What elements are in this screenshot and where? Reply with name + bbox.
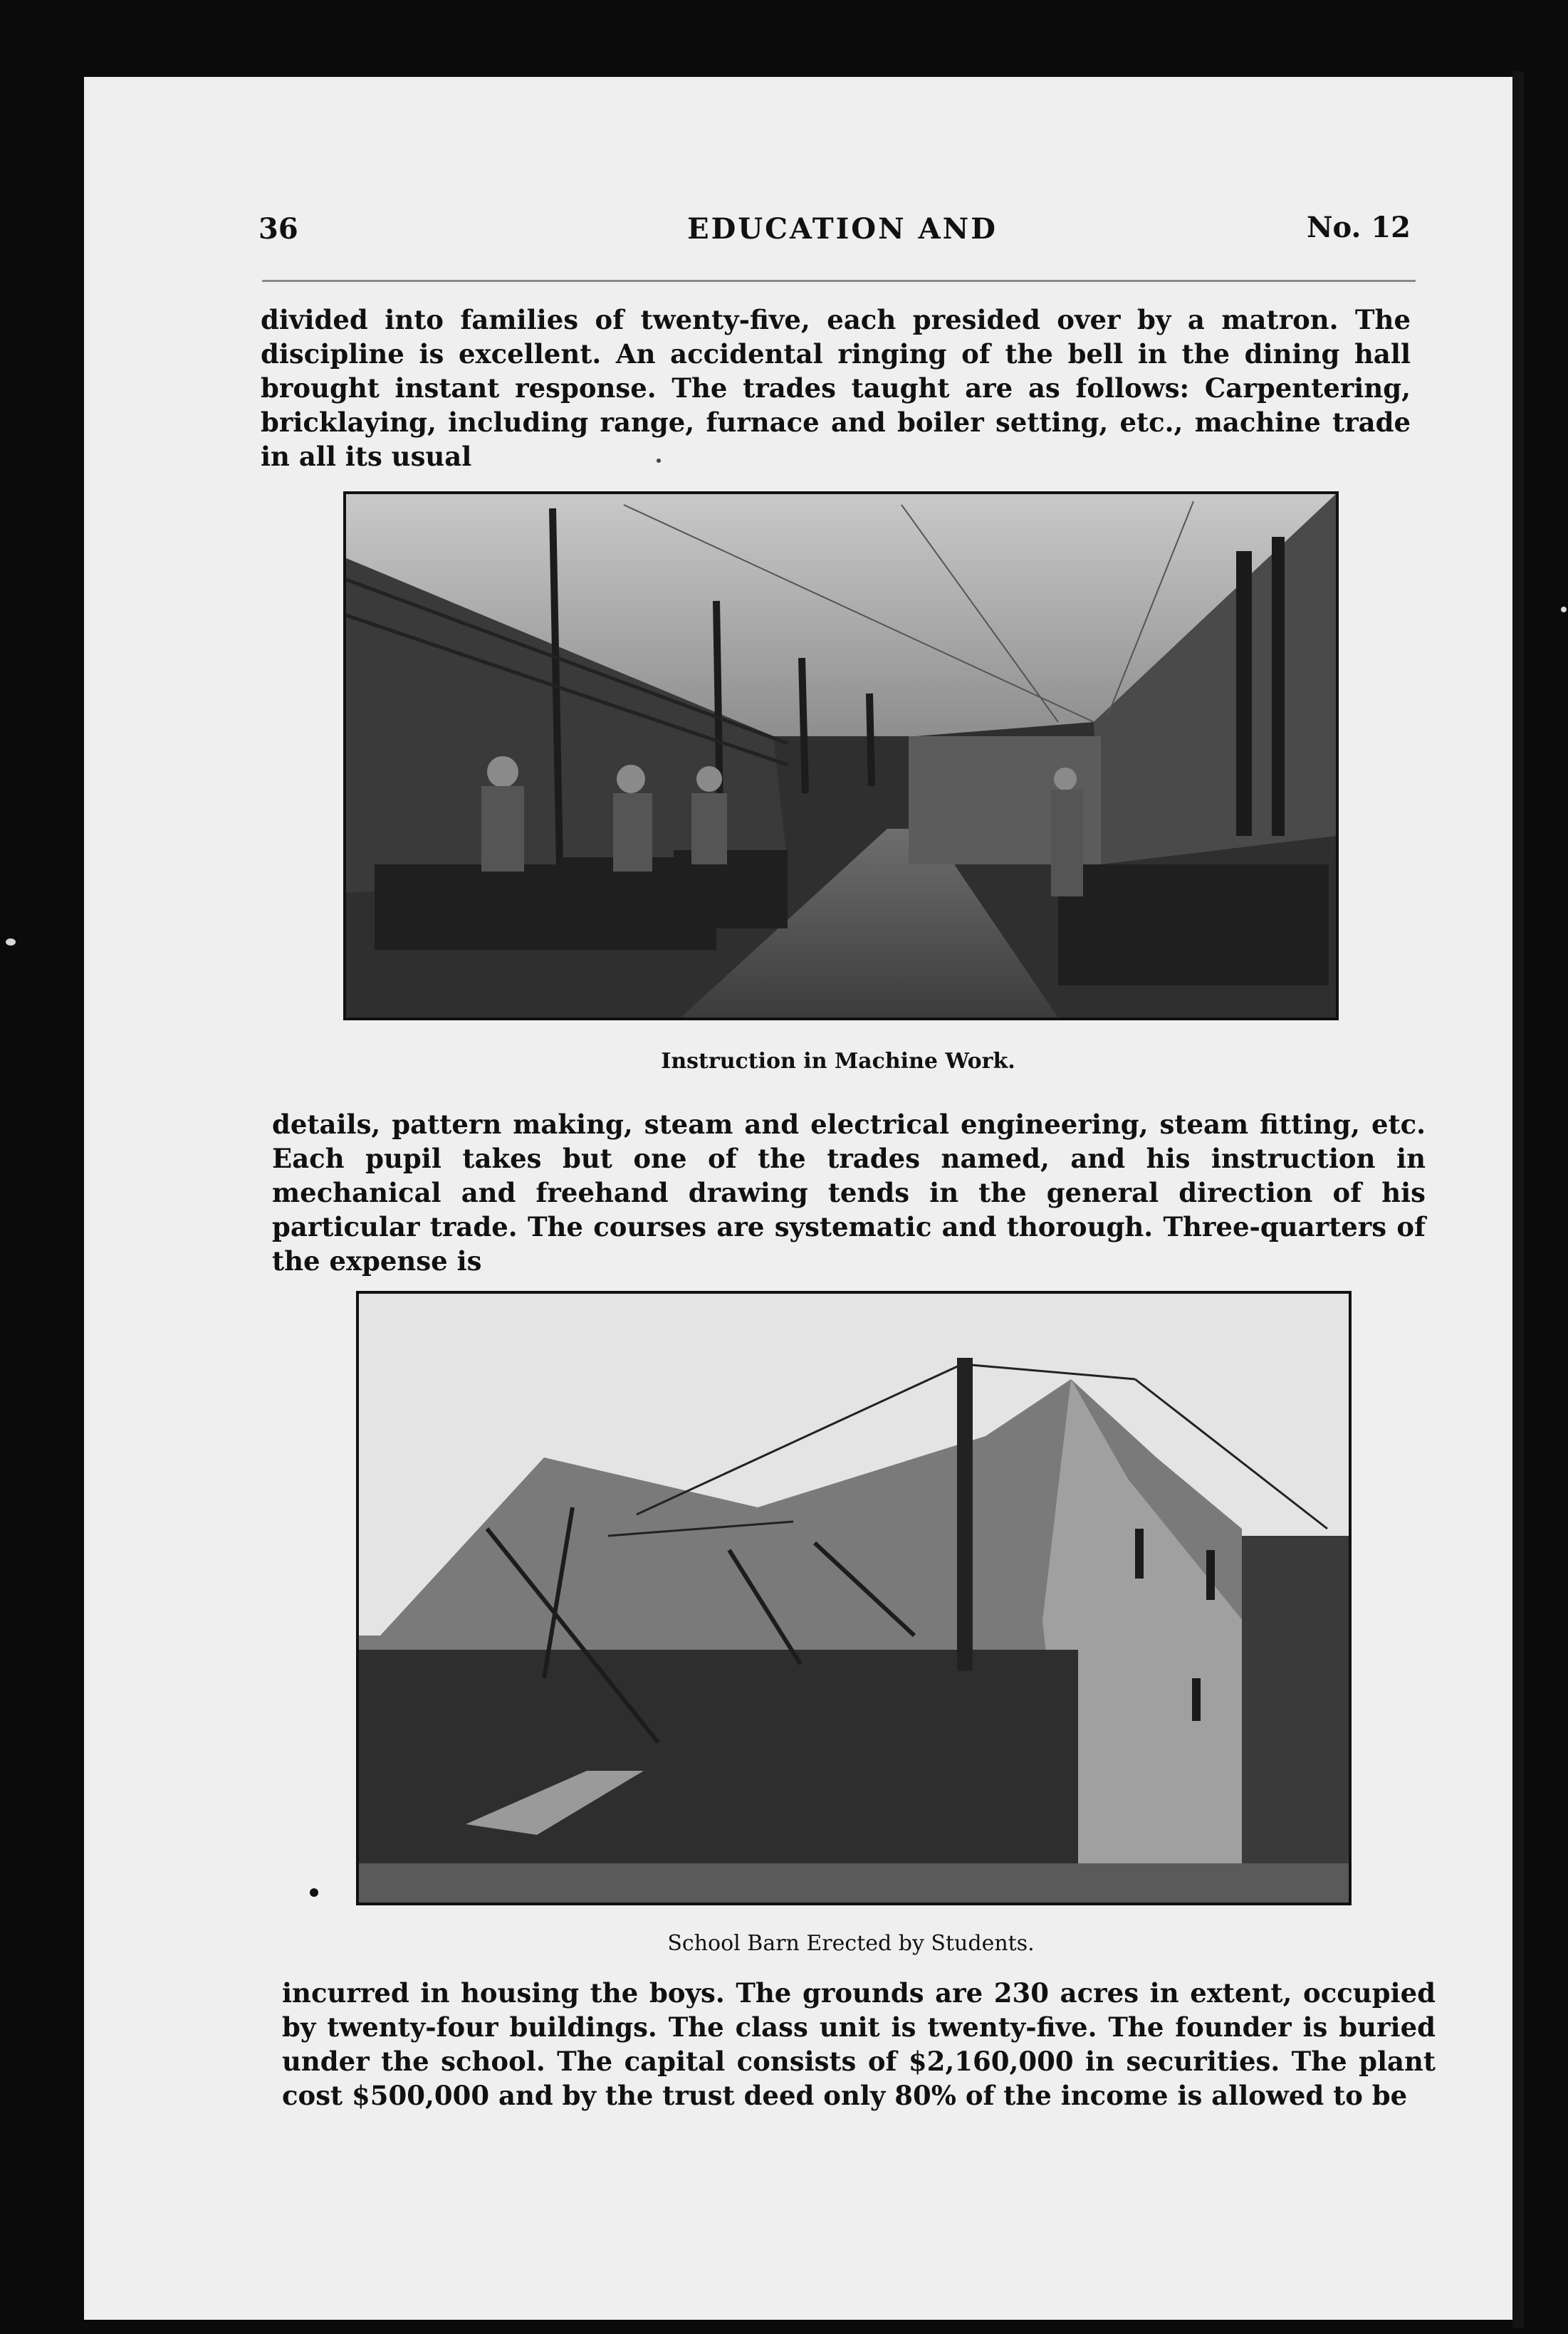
page-number: 36: [258, 212, 298, 246]
body-paragraph-2: details, pattern making, steam and electrical engineering, steam fitting, etc. Each pupil takes but one of the trades named, and his instruction in mechanical and freehand drawing tends in the general direction of his particular trade. The courses are systematic and thorough. Three-quarters of the expense is: [272, 1109, 1426, 1277]
scan-speck: [1561, 607, 1567, 612]
figure-caption-school-barn: School Barn Erected by Students.: [667, 1931, 1035, 1956]
scan-speck: [6, 938, 16, 946]
ink-fleck: [657, 459, 661, 463]
issue-number: No. 12: [1306, 211, 1411, 244]
photo-machine-work: [343, 491, 1339, 1020]
running-title: EDUCATION AND: [687, 212, 998, 246]
body-paragraph-1: divided into families of twenty-five, each presided over by a matron. The discipline is excellent. An accidental ringing of the bell in the dining hall brought instant response. The trades taught are as follows: Carpentering, bricklaying, including range, furnace and boiler setting, etc., machine trade in all its usual: [261, 304, 1411, 472]
margin-dot: [310, 1888, 318, 1897]
body-paragraph-3: incurred in housing the boys. The grounds are 230 acres in extent, occupied by twenty-four buildings. The class unit is twenty-five. The founder is buried under the school. The capital consists of $2,160,000 in securities. The plant cost $500,000 and by the trust deed only 80% of the income is allowed to be: [282, 1977, 1436, 2111]
page-edge-rule: [1512, 71, 1524, 2328]
figure-caption-machine-work: Instruction in Machine Work.: [661, 1049, 1015, 1074]
photo-school-barn: [356, 1291, 1352, 1905]
running-header: [258, 206, 1426, 249]
header-rule: [262, 280, 1416, 282]
